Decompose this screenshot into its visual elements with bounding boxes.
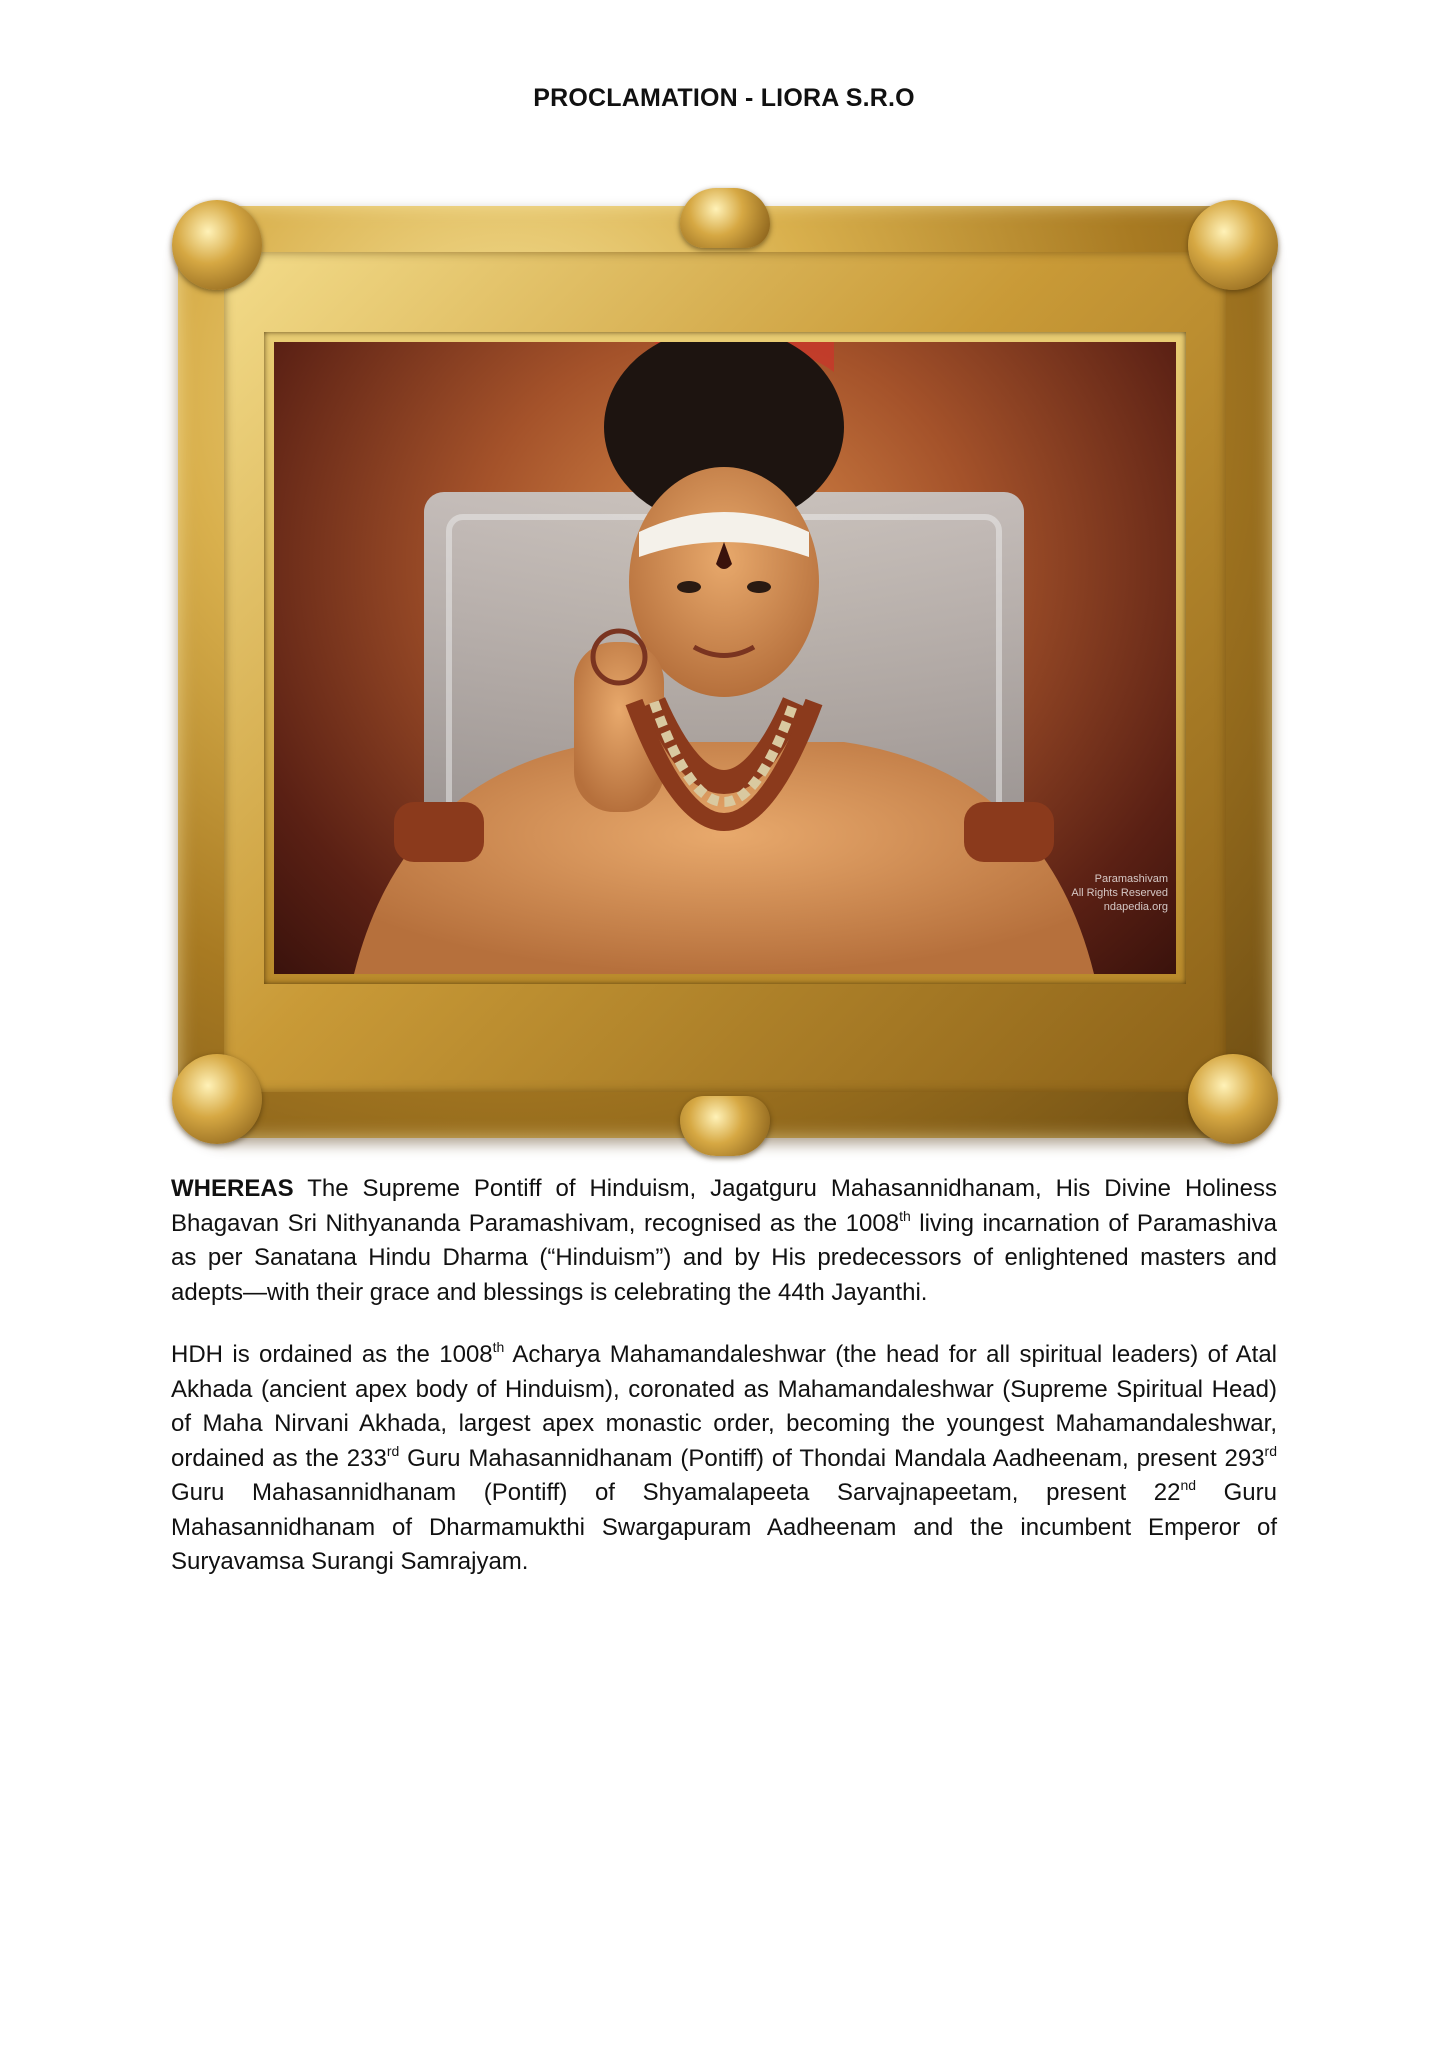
frame-corner-ornament: [1188, 200, 1278, 290]
page-title: PROCLAMATION - LIORA S.R.O: [533, 84, 915, 112]
portrait-illustration: [274, 342, 1176, 974]
frame-corner-ornament: [1188, 1054, 1278, 1144]
image-watermark: Paramashivam All Rights Reserved ndapedia.org: [1071, 873, 1168, 913]
whereas-paragraph: WHEREAS The Supreme Pontiff of Hinduism, Jagatguru Mahasannidhanam, His Divine Holiness Bhagavan Sri Nithyananda Paramashivam, recognised as the 1008th living incarnation of Paramashiva as per Sanatana Hindu Dharma (“Hinduism”) and by His predecessors of enlightened masters and adepts—with their grace and blessings is celebrating the 44th Jayanthi.: [171, 1175, 1277, 1306]
frame-crest-ornament: [680, 1096, 770, 1156]
frame-corner-ornament: [172, 1054, 262, 1144]
frame-crest-ornament: [680, 188, 770, 248]
titles-paragraph: HDH is ordained as the 1008th Acharya Mahamandaleshwar (the head for all spiritual leaders) of Atal Akhada (ancient apex body of Hinduism), coronated as Mahamandaleshwar (Supreme Spiritual Head) of Maha Nirvani Akhada, largest apex monastic order, becoming the youngest Mahamandaleshwar, ordained as the 233rd Guru Mahasannidhanam (Pontiff) of Thondai Mandala Aadheenam, present 293rd Guru Mahasannidhanam (Pontiff) of Shyamalapeeta Sarvajnapeetam, present 22nd Guru Mahasannidhanam of Dharmamukthi Swargapuram Aadheenam and the incumbent Emperor of Suryavamsa Surangi Samrajyam.: [171, 1339, 1278, 1575]
frame-corner-ornament: [172, 200, 262, 290]
frame-rim: [264, 332, 1186, 984]
framed-portrait: [178, 206, 1272, 1138]
portrait-painting: [274, 342, 1176, 974]
whereas-lead: WHEREAS: [171, 1175, 294, 1202]
